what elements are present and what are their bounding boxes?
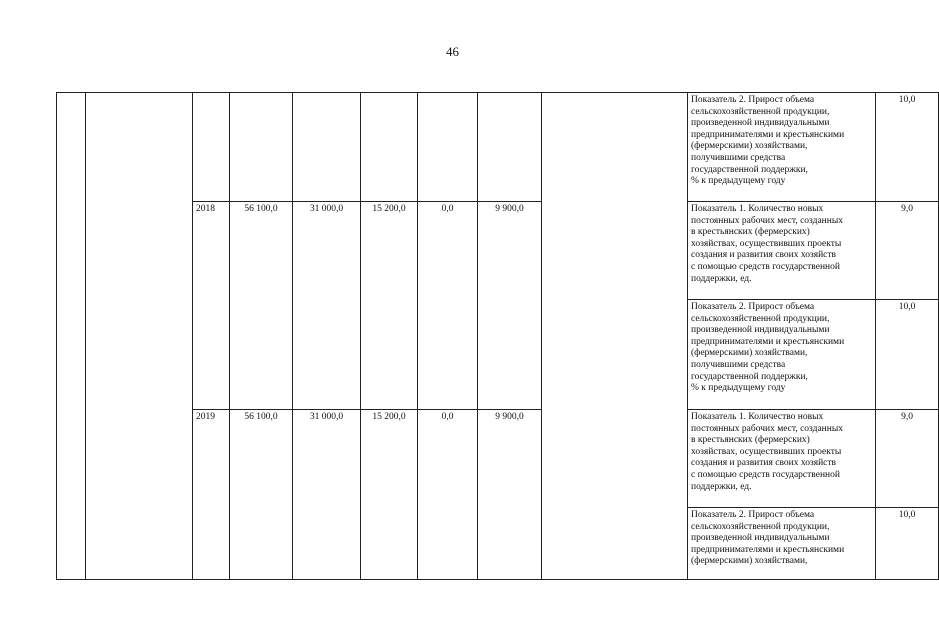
cell-total: 56 100,0: [230, 410, 293, 580]
cell-federal: [293, 93, 361, 202]
cell-regional: [361, 93, 418, 202]
cell-federal: 31 000,0: [293, 202, 361, 410]
cell-executor: [542, 93, 688, 580]
cell-indicator: Показатель 2. Прирост объема сельскохозяйственной продукции, произведенной индивидуальными предпринимателями и крестьянскими (фермерскими) хозяйствами, получившими средства государственной поддержки, % к предыдущему году: [688, 300, 876, 410]
cell-target: 10,0: [876, 508, 939, 580]
cell-local: 0,0: [418, 410, 478, 580]
cell-target: 9,0: [876, 410, 939, 508]
cell-year: 2019: [193, 410, 230, 580]
cell-year: [193, 93, 230, 202]
cell-local: [418, 93, 478, 202]
cell-other: 9 900,0: [478, 202, 542, 410]
cell-local: 0,0: [418, 202, 478, 410]
cell-year: 2018: [193, 202, 230, 410]
cell-total: [230, 93, 293, 202]
cell-indicator: Показатель 2. Прирост объема сельскохозяйственной продукции, произведенной индивидуальными предпринимателями и крестьянскими (фермерскими) хозяйствами, получившими средства государственной поддержки, % к предыдущему году: [688, 93, 876, 202]
page-number: 46: [446, 44, 459, 59]
cell-target: 10,0: [876, 300, 939, 410]
cell-regional: 15 200,0: [361, 410, 418, 580]
cell-event-name: [86, 93, 193, 580]
cell-indicator: Показатель 1. Количество новых постоянных рабочих мест, созданных в крестьянских (фермерских) хозяйствах, осуществивших проекты создания и развития своих хозяйств с помощью средств государственной поддержки, ед.: [688, 202, 876, 300]
cell-total: 56 100,0: [230, 202, 293, 410]
program-table: [56, 92, 939, 580]
cell-indicator: Показатель 1. Количество новых постоянных рабочих мест, созданных в крестьянских (фермерских) хозяйствах, осуществивших проекты создания и развития своих хозяйств с помощью средств государственной поддержки, ед.: [688, 410, 876, 508]
cell-number: [57, 93, 86, 580]
cell-other: [478, 93, 542, 202]
table-row: [57, 93, 939, 202]
cell-target: 9,0: [876, 202, 939, 300]
cell-federal: 31 000,0: [293, 410, 361, 580]
cell-indicator: Показатель 2. Прирост объема сельскохозяйственной продукции, произведенной индивидуальными предпринимателями и крестьянскими (фермерскими) хозяйствами,: [688, 508, 876, 580]
cell-regional: 15 200,0: [361, 202, 418, 410]
cell-target: 10,0: [876, 93, 939, 202]
cell-other: 9 900,0: [478, 410, 542, 580]
